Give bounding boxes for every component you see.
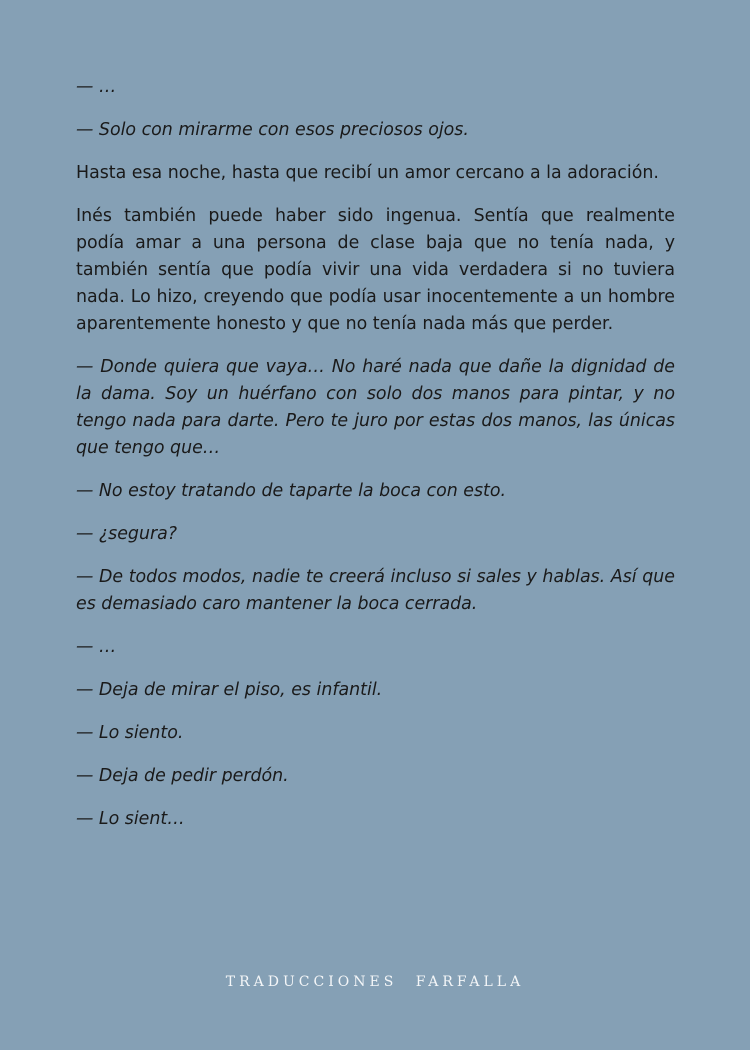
footer-credit: TRADUCCIONES FARFALLA <box>225 974 525 990</box>
paragraph: — Solo con mirarme con esos preciosos ojos. <box>76 120 469 140</box>
paragraph: — Lo siento. <box>76 723 184 743</box>
paragraph: — De todos modos, nadie te creerá incluso si sales y hablas. Así que es demasiado caro mantener la boca cerrada. <box>76 567 675 614</box>
paragraph: — Deja de pedir perdón. <box>76 766 289 786</box>
paragraph: — No estoy tratando de taparte la boca con esto. <box>76 481 507 501</box>
paragraph: — Lo sient… <box>76 809 185 829</box>
paragraph: — … <box>76 637 117 657</box>
paragraph: — … <box>76 77 117 97</box>
document-body <box>76 74 675 849</box>
paragraph: — Donde quiera que vaya… No haré nada que dañe la dignidad de la dama. Soy un huérfano con solo dos manos para pintar, y no tengo nada para darte. Pero te juro por estas dos manos, las únicas que tengo que… <box>76 357 675 458</box>
paragraph: — ¿segura? <box>76 524 178 544</box>
paragraph: Inés también puede haber sido ingenua. Sentía que realmente podía amar a una persona de clase baja que no tenía nada, y también sentía que podía vivir una vida verdadera si no tuviera nada. Lo hizo, creyendo que podía usar inocentemente a un hombre aparentemente honesto y que no tenía nada más que perder. <box>76 206 675 334</box>
paragraph: — Deja de mirar el piso, es infantil. <box>76 680 383 700</box>
paragraph: Hasta esa noche, hasta que recibí un amor cercano a la adoración. <box>76 163 659 183</box>
